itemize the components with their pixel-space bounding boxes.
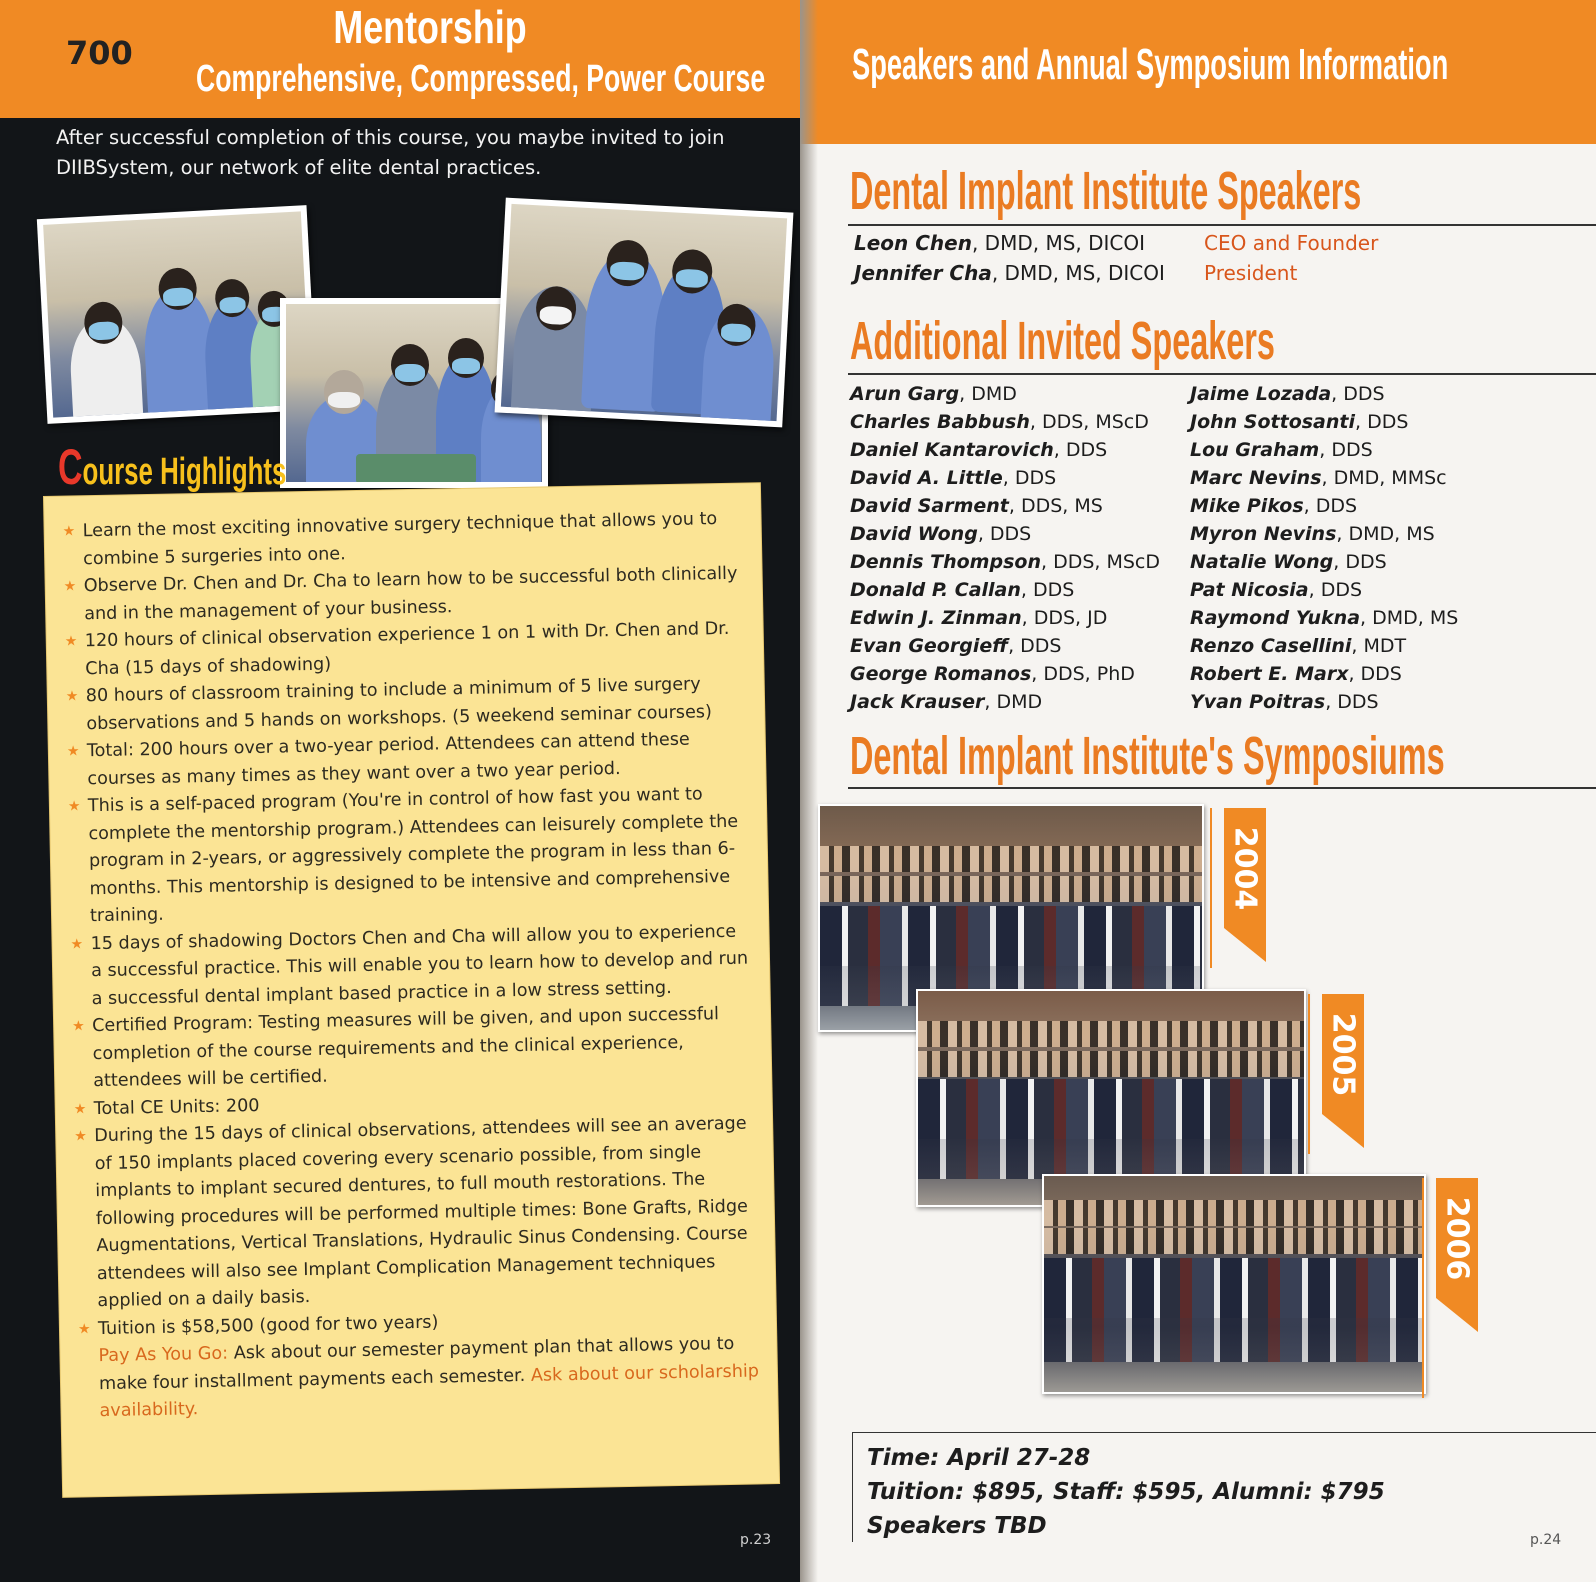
speaker-credentials: , DMD — [984, 691, 1043, 713]
course-title: Mentorship — [333, 1, 527, 53]
symposium-info-box — [852, 1432, 1596, 1542]
highlight-item: ★ Learn the most exciting innovative surgery technique that allows you to combine 5 surgeries into one. — [62, 506, 743, 574]
speaker-name: Pat Nicosia — [1190, 579, 1309, 601]
heading-rest: ourse Highlights — [82, 451, 287, 493]
speaker-name: Dennis Thompson — [850, 551, 1041, 573]
invited-speaker — [1190, 380, 1458, 408]
speaker-credentials: , DDS, MScD — [1029, 411, 1149, 433]
invited-speaker — [1190, 520, 1458, 548]
additional-speakers-heading: Additional Invited Speakers — [850, 311, 1275, 371]
speaker-credentials: , DMD, MS — [1336, 523, 1435, 545]
speaker-name: John Sottosanti — [1190, 411, 1355, 433]
speaker-name: Jennifer Cha — [854, 261, 992, 285]
course-header-bar — [0, 0, 800, 118]
speaker-name: Donald P. Callan — [850, 579, 1021, 601]
invited-speaker — [850, 408, 1160, 436]
highlight-item: ★ 15 days of shadowing Doctors Chen and Cha will allow you to experience a successful practice. This will enable you to learn how to develop and run a successful dental implant based practice in a low stress setting. — [70, 918, 751, 1014]
divider — [848, 787, 1596, 789]
speaker-name: David Wong — [850, 523, 978, 545]
speaker-credentials: , DDS — [1333, 551, 1387, 573]
invited-speaker — [1190, 688, 1458, 716]
highlight-item: ★ Tuition is $58,500 (good for two years) — [78, 1303, 758, 1344]
speaker-credentials: , DDS — [1303, 495, 1358, 517]
symposium-time: Time: April 27-28 — [867, 1445, 1091, 1471]
invited-speaker — [850, 632, 1160, 660]
speaker-name: Edwin J. Zinman — [850, 607, 1022, 629]
speaker-credentials: , MDT — [1351, 635, 1407, 657]
speaker-role: CEO and Founder — [1204, 231, 1379, 255]
speaker-credentials: , DDS — [977, 523, 1032, 545]
invited-speakers-column-2 — [1190, 380, 1458, 716]
speaker-credentials: , DDS, MS — [1008, 495, 1103, 517]
speaker-name: Charles Babbush — [850, 411, 1030, 433]
group-photo-2006 — [1042, 1174, 1426, 1394]
speaker-credentials: , DDS — [1308, 579, 1363, 601]
speaker-name: Jack Krauser — [850, 691, 985, 713]
invited-speaker — [1190, 492, 1458, 520]
symposiums-heading: Dental Implant Institute's Symposiums — [850, 726, 1445, 786]
highlights-card — [44, 483, 779, 1497]
clinic-photo-1 — [37, 205, 317, 424]
invited-speaker — [1190, 464, 1458, 492]
speaker-name: Jaime Lozada — [1190, 383, 1332, 405]
highlights-list — [62, 506, 759, 1426]
invited-speaker — [850, 548, 1160, 576]
invited-speakers-column-1 — [850, 380, 1160, 716]
highlight-item: ★ Observe Dr. Chen and Dr. Cha to learn how to be successful both clinically and in the management of your business. — [63, 561, 744, 629]
year-tag-2004 — [1224, 808, 1266, 928]
year-tag-2005 — [1322, 994, 1364, 1114]
invited-speaker — [850, 520, 1160, 548]
divider — [848, 224, 1596, 226]
symposium-tuition: Tuition: $895, Staff: $595, Alumni: $795 — [867, 1479, 1385, 1505]
page-number-right: p.24 — [1530, 1532, 1562, 1548]
page-number-left: p.23 — [740, 1532, 772, 1548]
invited-speaker — [1190, 408, 1458, 436]
course-number: 700 — [66, 34, 133, 72]
speaker-credentials: , DDS — [1008, 635, 1062, 657]
speaker-name: Mike Pikos — [1190, 495, 1304, 517]
highlight-item: ★ Total: 200 hours over a two-year period. Attendees can attend these courses as many times as they want over a two year period. — [67, 726, 748, 794]
speaker-name: David A. Little — [850, 467, 1003, 489]
speaker-name: George Romanos — [850, 663, 1032, 685]
speaker-credentials: , DDS, MScD — [1040, 551, 1160, 573]
speaker-name: Myron Nevins — [1190, 523, 1337, 545]
pay-as-you-go-text: Ask about our semester payment plan that allows you to make four installment payments each semester. — [98, 1333, 735, 1394]
speaker-name: Lou Graham — [1190, 439, 1320, 461]
invited-speaker — [1190, 436, 1458, 464]
speaker-name: Natalie Wong — [1190, 551, 1334, 573]
year-label: 2006 — [1439, 1196, 1475, 1280]
year-accent-line — [1210, 808, 1212, 968]
highlight-item: ★ 120 hours of clinical observation experience 1 on 1 with Dr. Chen and Dr. Cha (15 days of shadowing) — [65, 616, 746, 684]
invited-speaker — [850, 464, 1160, 492]
speaker-name: Yvan Poitras — [1190, 691, 1326, 713]
invited-speaker — [850, 436, 1160, 464]
dii-speaker-row — [854, 228, 1145, 258]
year-accent-line — [1422, 1178, 1424, 1398]
invited-speaker — [850, 492, 1160, 520]
highlight-item: ★ During the 15 days of clinical observations, attendees will see an average of 150 implants placed covering every scenario possible, from single implants to implant secured dentures, to full mouth restorations. The following procedures will be performed multiple times: Bone Grafts, Ridge Augmentations, Vertical Translations, Hydraulic Sinus Condensing. Course attendees will also see Implant Complication Management techniques applied on a daily basis. — [74, 1110, 758, 1316]
speaker-name: Raymond Yukna — [1190, 607, 1361, 629]
speaker-credentials: , DMD, MS, DICOI — [971, 231, 1146, 255]
speaker-credentials: , DDS — [1355, 411, 1409, 433]
speaker-credentials: , DDS — [1331, 383, 1385, 405]
speakers-header-bar — [800, 0, 1596, 144]
speaker-name: Robert E. Marx — [1190, 663, 1349, 685]
invited-speaker — [1190, 548, 1458, 576]
invited-speaker — [850, 576, 1160, 604]
year-label: 2004 — [1227, 826, 1263, 910]
speaker-name: Daniel Kantarovich — [850, 439, 1054, 461]
highlight-item: ★ This is a self-paced program (You're in control of how fast you want to complete the mentorship program.) Attendees can leisurely complete the program in 2-years, or aggressively complete the program in less than 6-months. This mentorship is designed to be intensive and comprehensive training. — [68, 781, 751, 932]
speaker-name: David Sarment — [850, 495, 1009, 517]
speakers-header-title: Speakers and Annual Symposium Information — [852, 40, 1449, 89]
clinic-photo-3 — [495, 198, 794, 428]
speaker-role: President — [1204, 261, 1298, 285]
invited-speaker — [1190, 632, 1458, 660]
heading-initial: C — [58, 439, 83, 495]
right-page — [800, 0, 1596, 1582]
symposium-speakers: Speakers TBD — [867, 1513, 1047, 1539]
speaker-credentials: , DMD, MS, DICOI — [991, 261, 1165, 285]
year-accent-line — [1308, 994, 1310, 1154]
speaker-credentials: , DDS, JD — [1021, 607, 1108, 629]
pay-as-you-go-label: Pay As You Go: — [98, 1343, 229, 1367]
invited-speaker — [850, 604, 1160, 632]
book-spine-shadow — [800, 0, 818, 1582]
highlight-item: ★ 80 hours of classroom training to include a minimum of 5 live surgery observations and 5 hands on workshops. (5 weekend seminar courses) — [66, 671, 747, 739]
highlight-item: ★ Certified Program: Testing measures will be given, and upon successful completion of the course requirements and the clinical experience, attendees will be certified. — [72, 1001, 753, 1097]
speaker-name: Evan Georgieff — [850, 635, 1009, 657]
dii-speakers-heading: Dental Implant Institute Speakers — [850, 161, 1362, 221]
payment-note — [78, 1330, 759, 1426]
speaker-credentials: , DDS, PhD — [1031, 663, 1135, 685]
speaker-credentials: , DDS — [1002, 467, 1057, 489]
speaker-name: Renzo Casellini — [1190, 635, 1352, 657]
year-label: 2005 — [1325, 1012, 1361, 1096]
highlight-item: ★ Total CE Units: 200 — [74, 1083, 754, 1124]
speaker-name: Leon Chen — [854, 231, 972, 255]
speaker-credentials: , DMD, MS — [1360, 607, 1459, 629]
invited-speaker — [850, 380, 1160, 408]
invited-speaker — [850, 688, 1160, 716]
speaker-credentials: , DDS — [1348, 663, 1402, 685]
speaker-name: Marc Nevins — [1190, 467, 1322, 489]
invited-speaker — [1190, 604, 1458, 632]
speaker-credentials: , DMD, MMSc — [1321, 467, 1447, 489]
intro-text: After successful completion of this course, you maybe invited to join DIIBSystem, our network of elite dental practices. — [56, 126, 725, 179]
course-highlights-heading — [58, 438, 286, 496]
speaker-credentials: , DMD — [959, 383, 1017, 405]
speaker-credentials: , DDS — [1325, 691, 1379, 713]
divider — [848, 373, 1596, 375]
course-subtitle: Comprehensive, Compressed, Power Course — [196, 58, 766, 100]
speaker-credentials: , DDS — [1020, 579, 1075, 601]
invited-speaker — [850, 660, 1160, 688]
invited-speaker — [1190, 660, 1458, 688]
speaker-name: Arun Garg — [850, 383, 960, 405]
invited-speaker — [1190, 576, 1458, 604]
speaker-credentials: , DDS — [1053, 439, 1108, 461]
speaker-credentials: , DDS — [1319, 439, 1373, 461]
year-tag-2006 — [1436, 1178, 1478, 1298]
dii-speaker-row — [854, 258, 1165, 288]
scholarship-link: Ask about our scholarship availability. — [99, 1360, 760, 1422]
